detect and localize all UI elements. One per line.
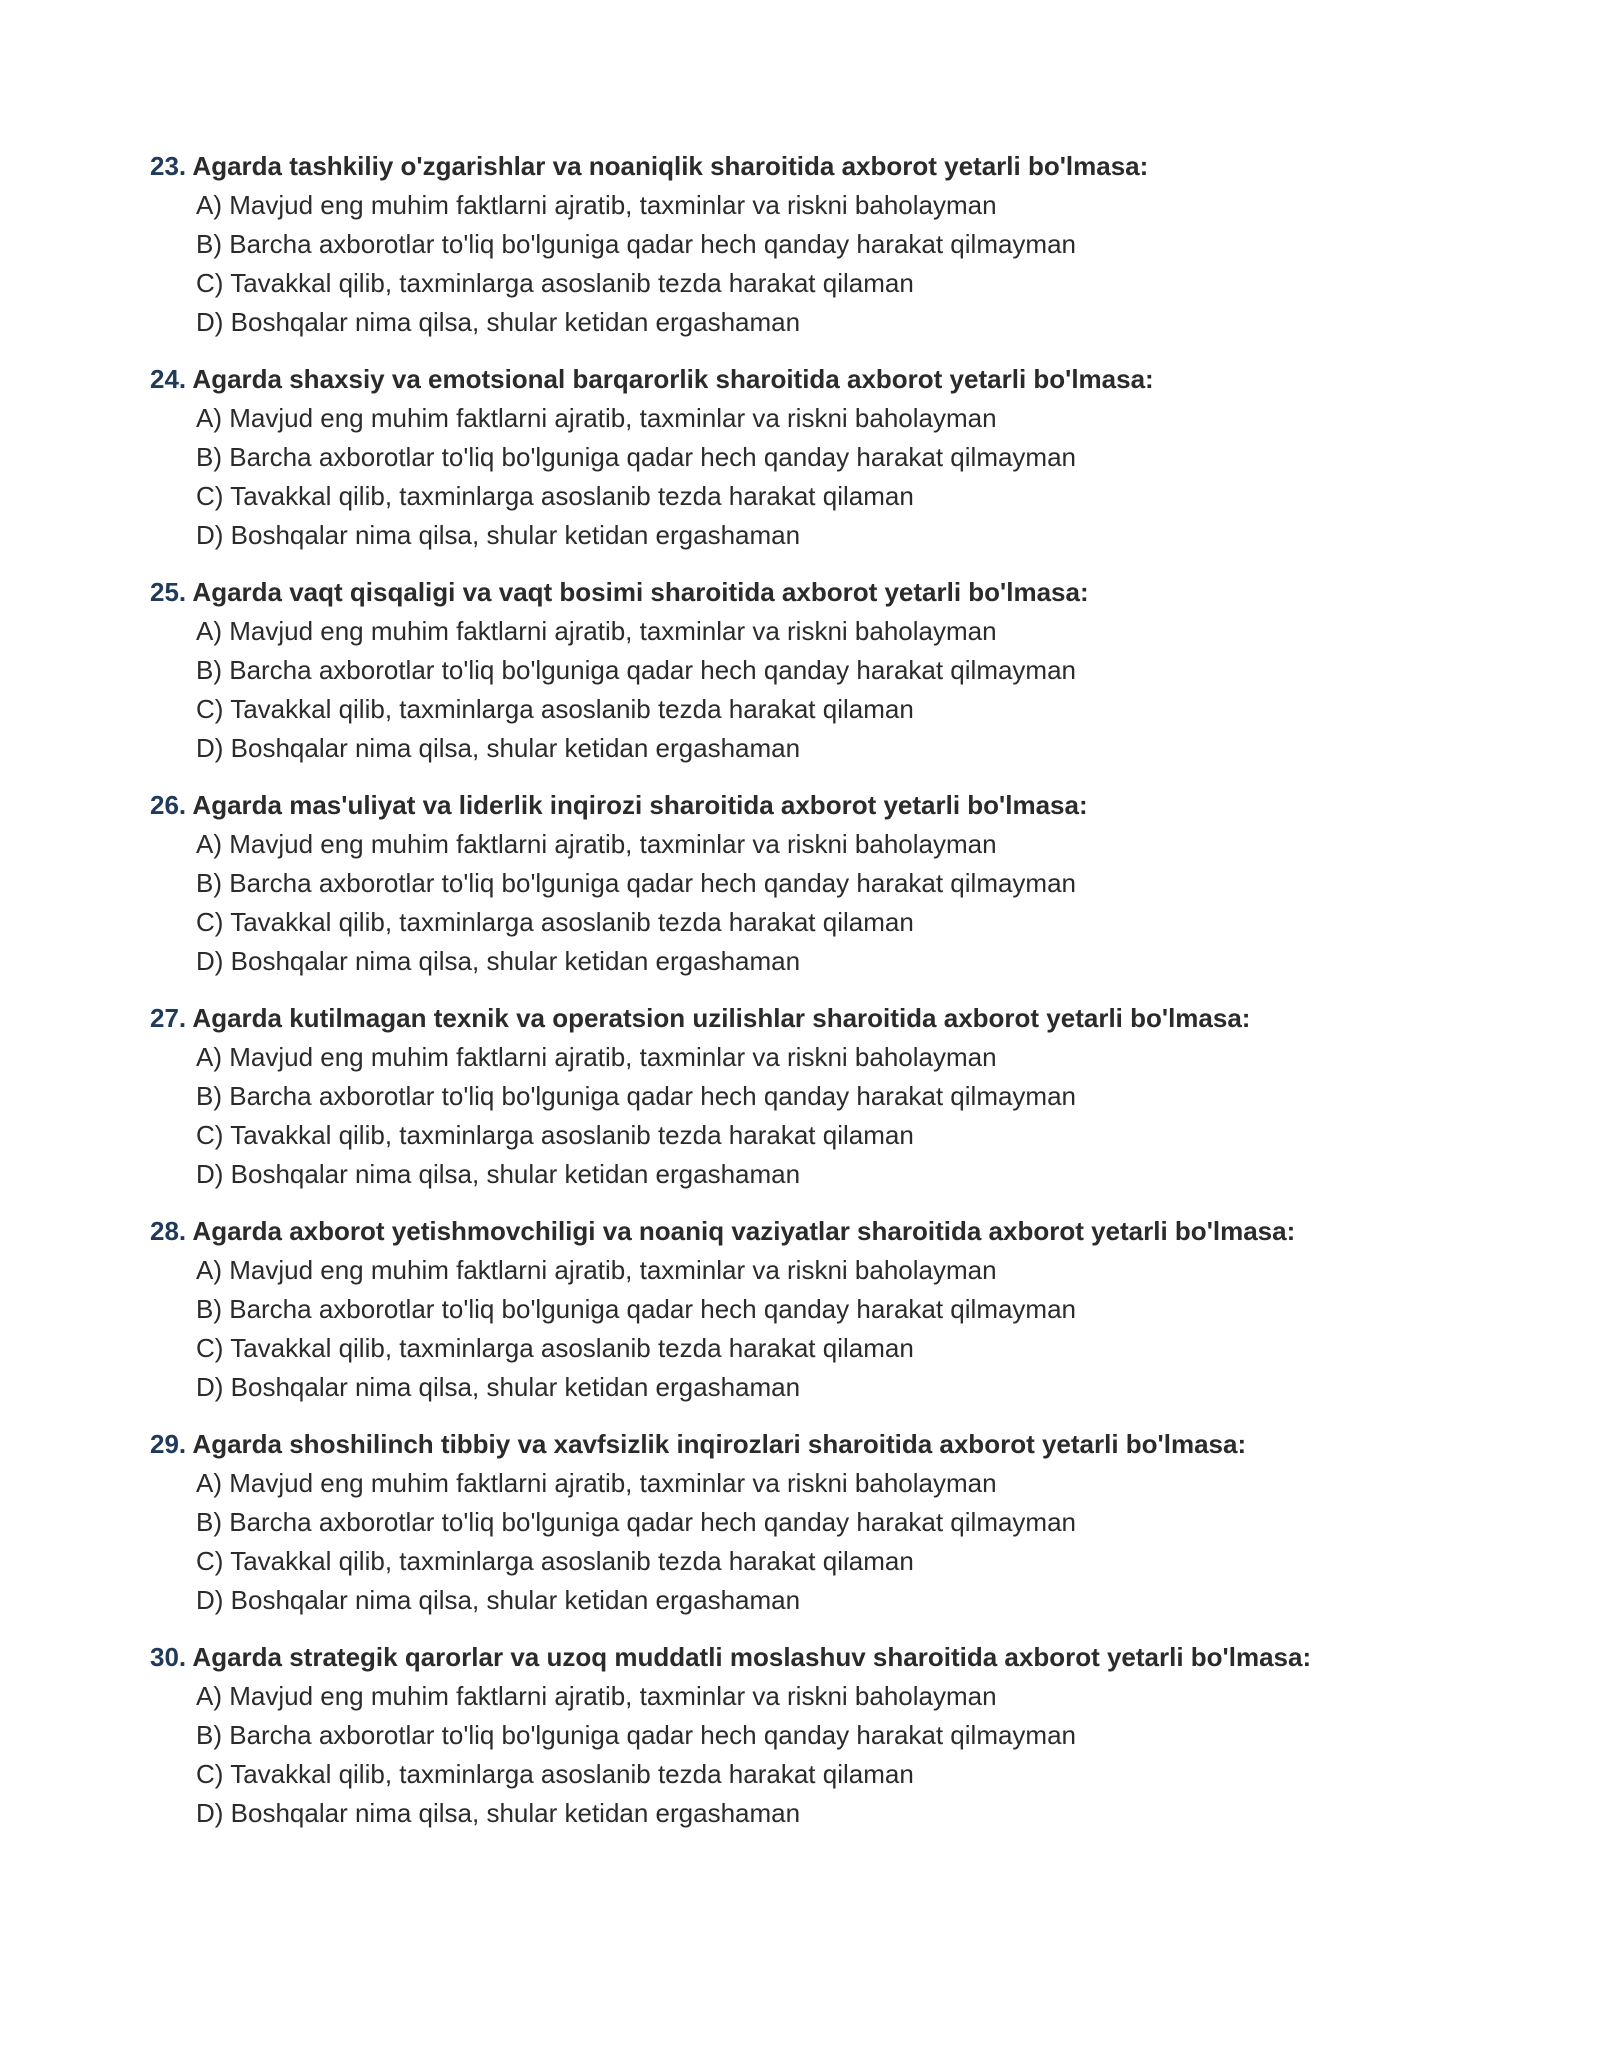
question-block xyxy=(150,998,1530,1194)
question-block xyxy=(150,359,1530,555)
answer-option: C) Tavakkal qilib, taxminlarga asoslanib tezda harakat qilaman xyxy=(196,268,914,298)
question-title xyxy=(150,785,1530,825)
answer-option: D) Boshqalar nima qilsa, shular ketidan ergashaman xyxy=(196,1585,801,1615)
answer-option: B) Barcha axborotlar to'liq bo'lguniga qadar hech qanday harakat qilmayman xyxy=(196,229,1077,259)
question-block xyxy=(150,146,1530,342)
answer-option: B) Barcha axborotlar to'liq bo'lguniga qadar hech qanday harakat qilmayman xyxy=(196,1294,1077,1324)
answer-option: B) Barcha axborotlar to'liq bo'lguniga qadar hech qanday harakat qilmayman xyxy=(196,1507,1077,1537)
question-text: Agarda mas'uliyat va liderlik inqirozi sharoitida axborot yetarli bo'lmasa: xyxy=(192,790,1088,820)
answer-option: C) Tavakkal qilib, taxminlarga asoslanib tezda harakat qilaman xyxy=(196,1120,914,1150)
question-title xyxy=(150,1424,1530,1464)
answer-option: C) Tavakkal qilib, taxminlarga asoslanib tezda harakat qilaman xyxy=(196,694,914,724)
question-title xyxy=(150,359,1530,399)
answer-option: A) Mavjud eng muhim faktlarni ajratib, taxminlar va riskni baholayman xyxy=(196,829,997,859)
question-number: 29. xyxy=(150,1429,187,1459)
question-number: 25. xyxy=(150,577,187,607)
question-block xyxy=(150,1424,1530,1620)
answer-option: D) Boshqalar nima qilsa, shular ketidan ergashaman xyxy=(196,946,801,976)
question-block xyxy=(150,1211,1530,1407)
answer-option: D) Boshqalar nima qilsa, shular ketidan ergashaman xyxy=(196,733,801,763)
question-list xyxy=(150,146,1530,1850)
answer-option: C) Tavakkal qilib, taxminlarga asoslanib tezda harakat qilaman xyxy=(196,481,914,511)
answer-option: B) Barcha axborotlar to'liq bo'lguniga qadar hech qanday harakat qilmayman xyxy=(196,1081,1077,1111)
question-number: 30. xyxy=(150,1642,187,1672)
answer-option: A) Mavjud eng muhim faktlarni ajratib, taxminlar va riskni baholayman xyxy=(196,1681,997,1711)
question-text: Agarda shaxsiy va emotsional barqarorlik sharoitida axborot yetarli bo'lmasa: xyxy=(192,364,1154,394)
answer-option: A) Mavjud eng muhim faktlarni ajratib, taxminlar va riskni baholayman xyxy=(196,1468,997,1498)
answer-option: A) Mavjud eng muhim faktlarni ajratib, taxminlar va riskni baholayman xyxy=(196,1255,997,1285)
question-number: 28. xyxy=(150,1216,187,1246)
answer-option: C) Tavakkal qilib, taxminlarga asoslanib tezda harakat qilaman xyxy=(196,1546,914,1576)
answer-option: B) Barcha axborotlar to'liq bo'lguniga qadar hech qanday harakat qilmayman xyxy=(196,655,1077,685)
answer-option: C) Tavakkal qilib, taxminlarga asoslanib tezda harakat qilaman xyxy=(196,1759,914,1789)
question-title xyxy=(150,1211,1530,1251)
question-title xyxy=(150,998,1530,1038)
answer-option: C) Tavakkal qilib, taxminlarga asoslanib tezda harakat qilaman xyxy=(196,1333,914,1363)
question-text: Agarda shoshilinch tibbiy va xavfsizlik inqirozlari sharoitida axborot yetarli bo'lmasa: xyxy=(192,1429,1247,1459)
answer-option: A) Mavjud eng muhim faktlarni ajratib, taxminlar va riskni baholayman xyxy=(196,403,997,433)
answer-option: A) Mavjud eng muhim faktlarni ajratib, taxminlar va riskni baholayman xyxy=(196,616,997,646)
answer-option: A) Mavjud eng muhim faktlarni ajratib, taxminlar va riskni baholayman xyxy=(196,190,997,220)
answer-option: B) Barcha axborotlar to'liq bo'lguniga qadar hech qanday harakat qilmayman xyxy=(196,1720,1077,1750)
answer-option: B) Barcha axborotlar to'liq bo'lguniga qadar hech qanday harakat qilmayman xyxy=(196,442,1077,472)
answer-option: C) Tavakkal qilib, taxminlarga asoslanib tezda harakat qilaman xyxy=(196,907,914,937)
question-text: Agarda vaqt qisqaligi va vaqt bosimi sharoitida axborot yetarli bo'lmasa: xyxy=(192,577,1089,607)
answer-option: D) Boshqalar nima qilsa, shular ketidan ergashaman xyxy=(196,1372,801,1402)
question-text: Agarda tashkiliy o'zgarishlar va noaniqlik sharoitida axborot yetarli bo'lmasa: xyxy=(192,151,1149,181)
answer-option: D) Boshqalar nima qilsa, shular ketidan ergashaman xyxy=(196,1159,801,1189)
question-number: 26. xyxy=(150,790,187,820)
question-block xyxy=(150,572,1530,768)
question-block xyxy=(150,1637,1530,1833)
question-number: 27. xyxy=(150,1003,187,1033)
answer-option: D) Boshqalar nima qilsa, shular ketidan ergashaman xyxy=(196,307,801,337)
question-text: Agarda strategik qarorlar va uzoq muddatli moslashuv sharoitida axborot yetarli bo'lmasa: xyxy=(192,1642,1312,1672)
question-block xyxy=(150,785,1530,981)
question-title xyxy=(150,572,1530,612)
answer-option: A) Mavjud eng muhim faktlarni ajratib, taxminlar va riskni baholayman xyxy=(196,1042,997,1072)
answer-option: D) Boshqalar nima qilsa, shular ketidan ergashaman xyxy=(196,1798,801,1828)
answer-option: B) Barcha axborotlar to'liq bo'lguniga qadar hech qanday harakat qilmayman xyxy=(196,868,1077,898)
question-text: Agarda axborot yetishmovchiligi va noaniq vaziyatlar sharoitida axborot yetarli bo'lmasa: xyxy=(192,1216,1296,1246)
question-text: Agarda kutilmagan texnik va operatsion uzilishlar sharoitida axborot yetarli bo'lmasa: xyxy=(192,1003,1251,1033)
question-number: 23. xyxy=(150,151,187,181)
question-title xyxy=(150,1637,1530,1677)
answer-option: D) Boshqalar nima qilsa, shular ketidan ergashaman xyxy=(196,520,801,550)
question-number: 24. xyxy=(150,364,187,394)
question-title xyxy=(150,146,1530,186)
